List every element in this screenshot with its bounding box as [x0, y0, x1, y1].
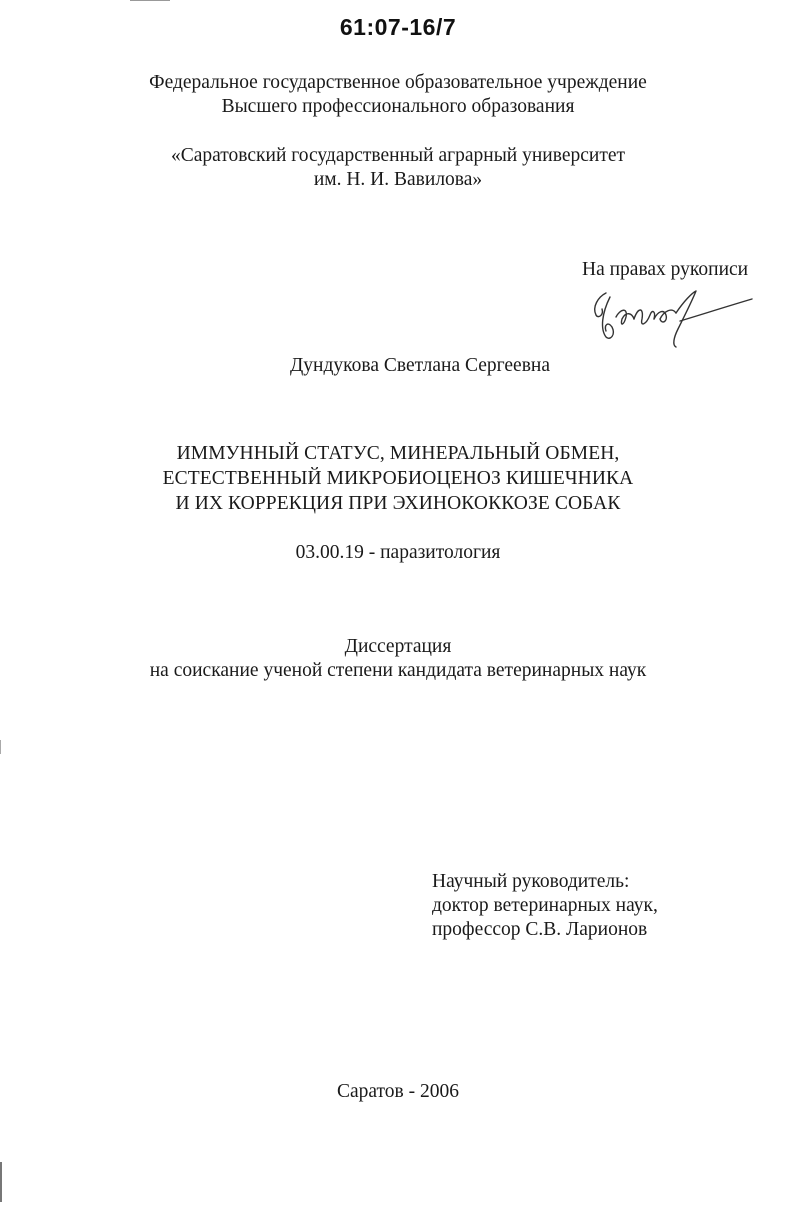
institution-line-4: им. Н. И. Вавилова»	[313, 169, 483, 190]
advisor-degree: доктор ветеринарных наук,	[432, 895, 658, 916]
institution-line-3: «Саратовский государственный аграрный университет	[170, 145, 626, 166]
thesis-title-line-2: ЕСТЕСТВЕННЫЙ МИКРОБИОЦЕНОЗ КИШЕЧНИКА	[162, 468, 634, 489]
thesis-title-line-1: ИММУННЫЙ СТАТУС, МИНЕРАЛЬНЫЙ ОБМЕН,	[176, 443, 620, 464]
degree-description: на соискание ученой степени кандидата ветеринарных наук	[149, 660, 647, 681]
institution-line-1: Федеральное государственное образовательное учреждение	[149, 72, 647, 93]
manuscript-note: На правах рукописи	[582, 259, 749, 280]
advisor-heading: Научный руководитель:	[432, 871, 630, 892]
author-name: Дундукова Светлана Сергеевна	[290, 355, 551, 376]
advisor-name: профессор С.В. Ларионов	[432, 919, 648, 940]
place-and-year: Саратов - 2006	[336, 1081, 460, 1102]
thesis-title-line-3: И ИХ КОРРЕКЦИЯ ПРИ ЭХИНОКОККОЗЕ СОБАК	[175, 493, 621, 514]
document-type: Диссертация	[344, 636, 452, 657]
handwritten-signature	[580, 285, 760, 355]
institution-line-2: Высшего профессионального образования	[221, 96, 575, 117]
archive-code-stamp: 61:07-16/7	[339, 14, 457, 40]
scan-edge-mark-left	[0, 1162, 2, 1202]
scan-edge-mark-mid	[0, 740, 1, 754]
scan-edge-mark-top	[130, 0, 170, 1]
specialty-code: 03.00.19 - паразитология	[295, 542, 501, 563]
